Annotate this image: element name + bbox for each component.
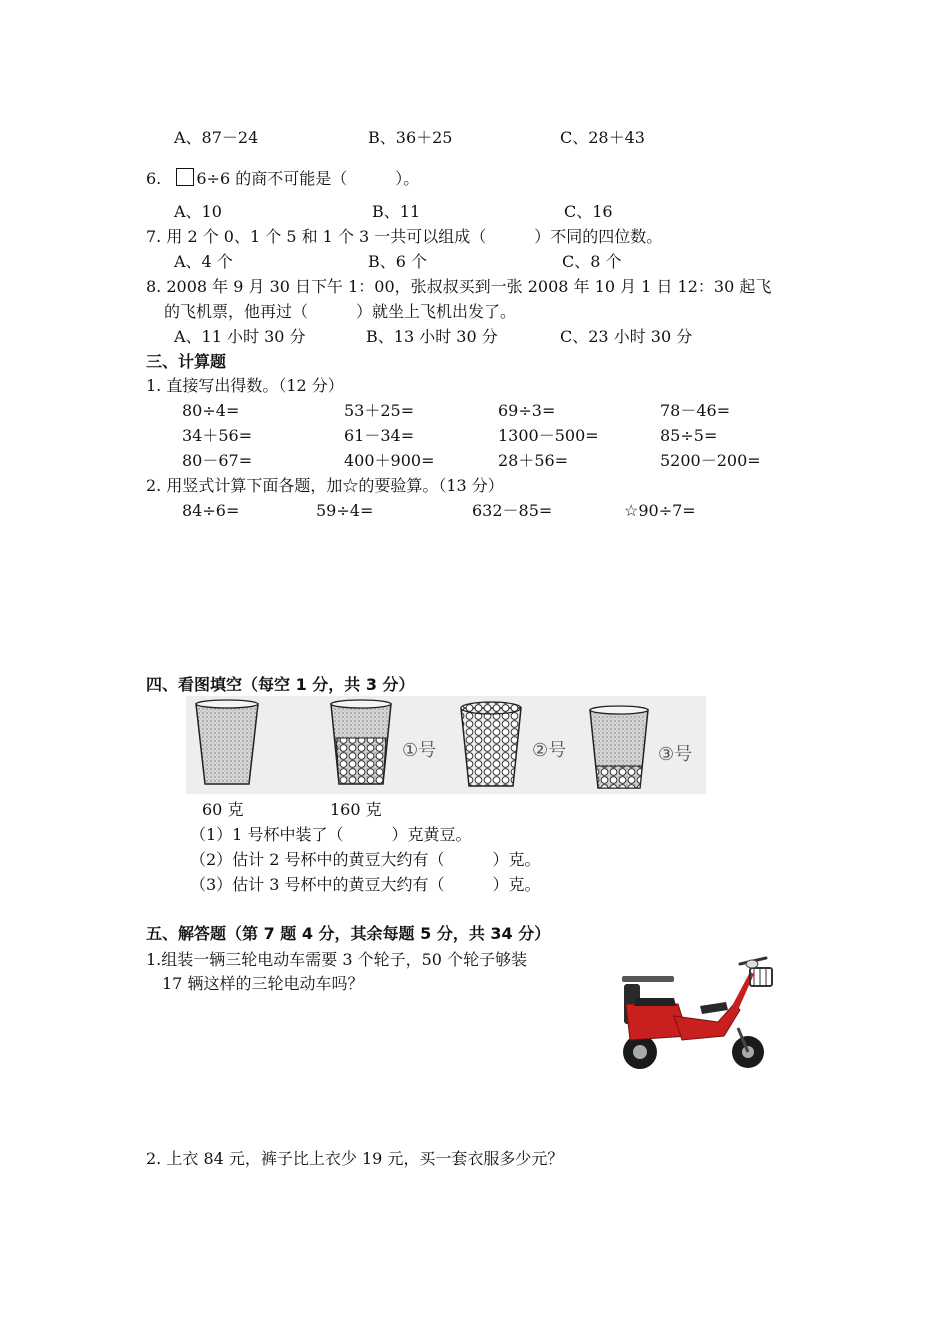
calc-item: 61－34= (344, 426, 415, 445)
calc-item: 85÷5= (660, 426, 718, 445)
q6-expression: 6÷6 的商不可能是（ ）。 (196, 169, 420, 188)
q8-text-line2: 的飞机票，他再过（ ）就坐上飞机出发了。 (164, 302, 517, 321)
q6-option-b: B、11 (372, 202, 421, 221)
cup-label-1: ①号 (402, 740, 437, 761)
q7-text: 7. 用 2 个 0、1 个 5 和 1 个 3 一共可以组成（ ）不同的四位数。 (146, 227, 663, 246)
calc-item: 34＋56= (182, 426, 253, 445)
calc-item: 78－46= (660, 401, 731, 420)
q7-option-a: A、4 个 (174, 252, 233, 271)
q8-option-b: B、13 小时 30 分 (366, 327, 498, 346)
calc-item: 400＋900= (344, 451, 435, 470)
cup-weight-1: 60 克 (202, 800, 244, 819)
bottom-filled-cup-icon (590, 706, 648, 788)
section3-sub2: 2. 用竖式计算下面各题，加☆的要验算。（13 分） (146, 476, 504, 495)
calc-item: 28＋56= (498, 451, 569, 470)
q7-option-c: C、8 个 (562, 252, 622, 271)
section3-title: 三、计算题 (146, 352, 227, 371)
calc-item: 5200－200= (660, 451, 761, 470)
cup-weight-2: 160 克 (330, 800, 382, 819)
electric-tricycle-icon (614, 944, 780, 1080)
q6-option-a: A、10 (174, 202, 222, 221)
q7-option-b: B、6 个 (368, 252, 428, 271)
section5-q1-line1: 1.组装一辆三轮电动车需要 3 个轮子，50 个轮子够装 (146, 950, 528, 969)
section4-title: 四、看图填空（每空 1 分，共 3 分） (146, 675, 415, 694)
calc-item: 80÷4= (182, 401, 240, 420)
section5-q1-line2: 17 辆这样的三轮电动车吗？ (162, 974, 364, 993)
cup-label-2: ②号 (532, 740, 567, 761)
q5-option-b: B、36＋25 (368, 128, 453, 147)
q8-option-a: A、11 小时 30 分 (174, 327, 306, 346)
q8-text-line1: 8. 2008 年 9 月 30 日下午 1：00，张叔叔买到一张 2008 年 10 月 1 日 12：30 起飞 (146, 277, 772, 296)
section4-question-1: （1）1 号杯中装了（ ）克黄豆。 (190, 825, 472, 844)
vertical-calc-item: 632－85= (472, 501, 553, 520)
q8-option-c: C、23 小时 30 分 (560, 327, 693, 346)
calc-item: 80－67= (182, 451, 253, 470)
vertical-calc-item: 84÷6= (182, 501, 240, 520)
section5-q2: 2. 上衣 84 元，裤子比上衣少 19 元，买一套衣服多少元？ (146, 1149, 564, 1168)
cup-label-3: ③号 (658, 744, 693, 765)
q6-number: 6. (146, 169, 162, 188)
cups-figure (186, 696, 706, 794)
vertical-calc-item: ☆90÷7= (624, 501, 696, 520)
vertical-calc-item: 59÷4= (316, 501, 374, 520)
q6-text (146, 168, 419, 189)
calc-item: 53＋25= (344, 401, 415, 420)
section4-question-2: （2）估计 2 号杯中的黄豆大约有（ ）克。 (190, 850, 541, 869)
calc-item: 1300－500= (498, 426, 599, 445)
q5-option-c: C、28＋43 (560, 128, 645, 147)
empty-cup-icon (196, 700, 258, 784)
full-cup-icon (461, 702, 521, 786)
section4-question-3: （3）估计 3 号杯中的黄豆大约有（ ）克。 (190, 875, 541, 894)
section3-sub1: 1. 直接写出得数。（12 分） (146, 376, 344, 395)
calc-item: 69÷3= (498, 401, 556, 420)
partly-filled-cup-icon (331, 700, 391, 784)
section5-title: 五、解答题（第 7 题 4 分，其余每题 5 分，共 34 分） (146, 924, 551, 943)
q6-option-c: C、16 (564, 202, 613, 221)
q5-option-a: A、87－24 (174, 128, 259, 147)
blank-box-icon (176, 168, 194, 186)
